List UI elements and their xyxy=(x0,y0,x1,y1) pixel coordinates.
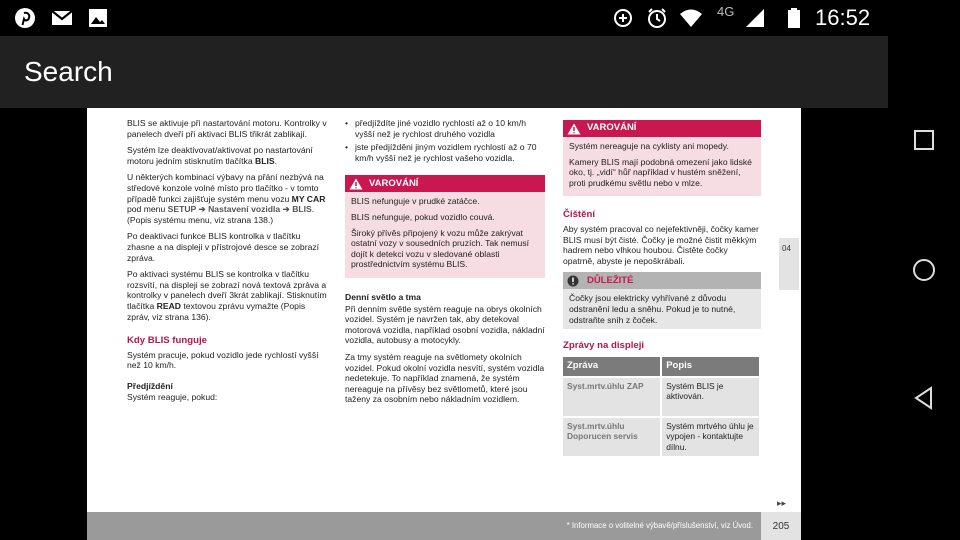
app-title: Search xyxy=(24,56,113,87)
recents-icon[interactable] xyxy=(906,122,942,158)
paragraph: Po deaktivaci funkce BLIS kontrolka v tlačítku zhasne a na displeji v přístrojové desce se zobrazí zpráva. xyxy=(127,231,320,263)
paragraph: Systém reaguje, pokud: xyxy=(127,392,218,403)
section-heading: Čištění xyxy=(563,209,595,221)
subheading: Denní světlo a tma xyxy=(345,291,421,302)
gmail-icon[interactable] xyxy=(51,7,73,29)
column-right xyxy=(563,118,761,458)
back-icon[interactable] xyxy=(906,380,942,416)
paragraph: Za tmy systém reaguje na světlomety okolních vozidel. Pokud okolní vozidla nesvítí, systém vozidla nedetekuje. To například znamená, že systém nereaguje na přívěsy bez světlometů, které jsou taženy za osobním nebo nákladním vozidlem. xyxy=(345,351,545,405)
warning-box: VAROVÁNÍ BLIS nefunguje v prudké zatáčce. BLIS nefunguje, pokud vozidlo couvá. Široký přívěs připojený k vozu může zakrývat ostatní vozy v sousedních pruzích. Tak nemusí dojít k detekci vozu v sledované oblasti prostřednictvím systému BLIS. xyxy=(345,175,545,278)
app-bar xyxy=(0,36,888,108)
column-left xyxy=(127,118,327,409)
column-middle xyxy=(345,118,545,411)
paragraph: Při denním světle systém reaguje na obrys okolních vozidel. Systém je navržen tak, aby detekoval motorová vozidla, například osobní vozidla, nákladní vozidla, autobusy a motocykly. xyxy=(345,303,545,346)
warning-icon xyxy=(349,178,363,190)
signal-icon xyxy=(744,7,766,29)
pinterest-icon[interactable] xyxy=(14,7,36,29)
important-box: DŮLEŽITÉ Čočky jsou elektricky vyhřívané z důvodu odstranění ledu a sněhu. Pokud je to nutné, odstraňte sníh z čoček. xyxy=(563,272,761,329)
alarm-icon xyxy=(646,7,668,29)
table-row: Syst.mrtv.úhlu ZAP Systém BLIS je aktivován. xyxy=(563,378,759,416)
home-icon[interactable] xyxy=(906,252,942,288)
list-item: • jste předjížděni jiným vozidlem rychlostí až o 70 km/h vyšší než je rychlost vašeho vozidla. xyxy=(345,142,537,163)
warning-icon xyxy=(567,123,581,135)
section-heading: Zprávy na displeji xyxy=(563,340,645,352)
paragraph: Aby systém pracoval co nejefektivněji, čočky kamer BLIS musí být čisté. Čočky je možné čistit měkkým hadrem nebo vlhkou houbou. Čistěte čočky opatrně, abyste je nepoškrábali. xyxy=(563,223,759,266)
paragraph: Systém lze deaktivovat/aktivovat po nastartování motoru jedním stisknutím tlačítka BLIS. xyxy=(127,145,313,166)
page-number: 205 xyxy=(761,512,801,540)
wifi-icon xyxy=(680,7,702,29)
table-row: Syst.mrtv.úhlu Doporucen servis Systém mrtvého úhlu je vypojen - kontaktujte dílnu. xyxy=(563,418,759,456)
chapter-tab: 04 xyxy=(779,238,799,290)
network-type: 4G xyxy=(717,4,735,19)
document-page xyxy=(87,108,801,540)
clock: 16:52 xyxy=(815,5,871,30)
section-heading: Kdy BLIS funguje xyxy=(127,335,207,347)
page-footer xyxy=(87,512,801,540)
table-header: Popis xyxy=(662,357,759,376)
messages-table xyxy=(561,355,761,458)
image-icon[interactable] xyxy=(87,7,109,29)
paragraph: Po aktivaci systému BLIS se kontrolka v tlačítku rozsvítí, na displeji se zobrazí nová textová zpráva a kontrolky v panelech dveří 3krát zablikají. Stisknutím tlačítka READ textovou zprávu vymažte (Popis zpráv, viz strana 136). xyxy=(127,269,327,322)
battery-icon xyxy=(783,7,805,29)
subheading: Předjíždění xyxy=(127,380,173,391)
paragraph: Systém pracuje, pokud vozidlo jede rychlostí vyšší než 10 km/h. xyxy=(127,349,319,371)
footer-note: * Informace o volitelné výbavě/příslušenství, viz Úvod. xyxy=(566,521,753,530)
paragraph: BLIS se aktivuje při nastartování motoru. Kontrolky v panelech dveří při aktivaci BLIS třikrát zablikají. xyxy=(127,118,327,139)
paragraph: U některých kombinací výbavy na přání nezbývá na středové konzole volné místo pro tlačítko - v tomto případě funkci zajišťuje systém menu vozu MY CAR pod menu SETUP ➔ Nastavení vozidla ➔ BLIS. (Popis systému menu, viz strana 138.) xyxy=(127,172,326,225)
list-item: • předjíždíte jiné vozidlo rychlostí až o 10 km/h vyšší než je rychlost druhého vozidla xyxy=(345,118,527,139)
data-saver-icon xyxy=(612,7,634,29)
navigation-bar xyxy=(888,0,960,540)
important-icon xyxy=(567,275,579,287)
table-header: Zpráva xyxy=(563,357,660,376)
status-bar xyxy=(0,0,888,36)
warning-box: VAROVÁNÍ Systém nereaguje na cyklisty ani mopedy. Kamery BLIS mají podobná omezení jako lidské oko, tj. „vidí“ hůř například v hustém sněžení, proti prudkému světlu nebo v mlze. xyxy=(563,120,761,196)
next-page-arrows: ▸▸ xyxy=(777,498,787,508)
document-viewer[interactable] xyxy=(0,108,888,540)
